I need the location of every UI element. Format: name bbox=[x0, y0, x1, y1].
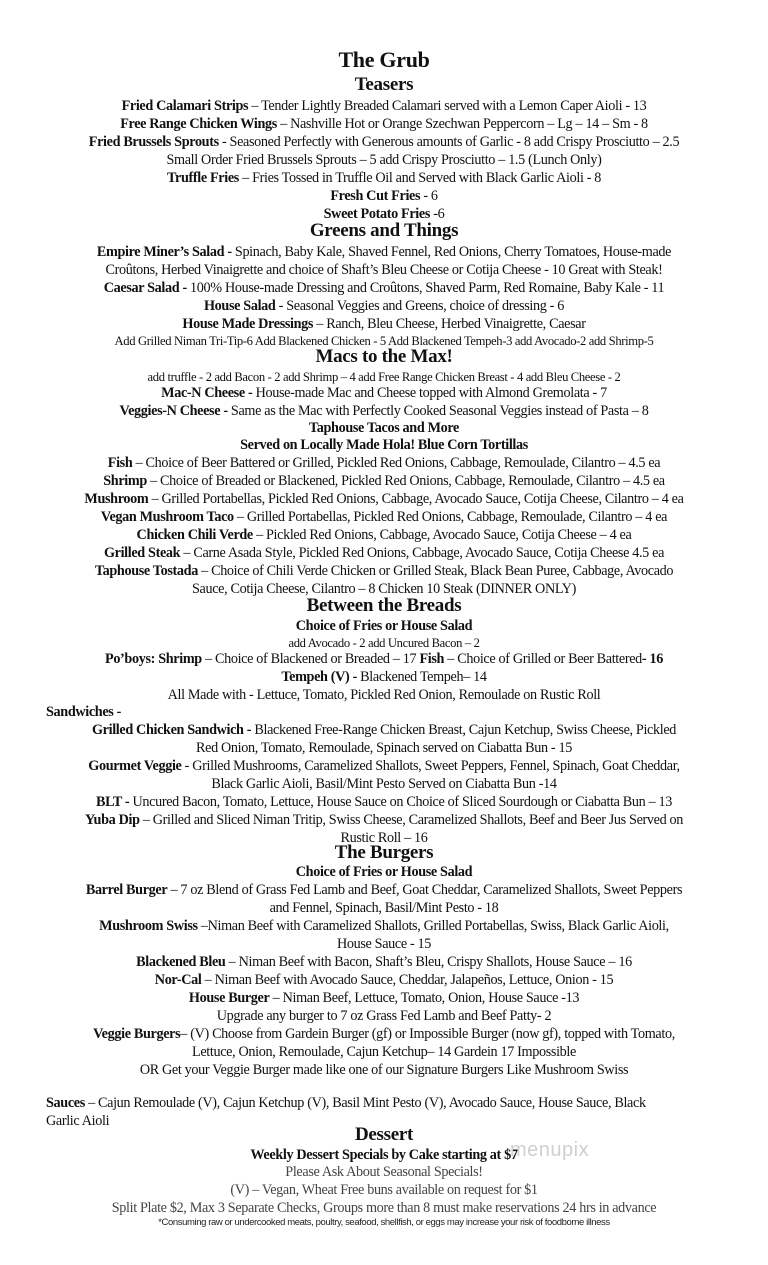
item-desc: - 6 bbox=[420, 188, 438, 204]
item-desc: – Niman Beef with Avocado Sauce, Cheddar, Jalapeños, Lettuce, Onion - 15 bbox=[201, 972, 614, 988]
item-desc: House-made Mac and Cheese topped with Almond Gremolata - 7 bbox=[252, 385, 607, 401]
item-name: Po’boys: Shrimp bbox=[105, 651, 202, 667]
item-name: House Burger bbox=[188, 990, 270, 1006]
menu-item-continued: Croûtons, Herbed Vinaigrette and choice of Shaft’s Bleu Cheese or Cotija Cheese - 10 Great with Steak! bbox=[105, 262, 663, 278]
item-desc: – Grilled Portabellas, Pickled Red Onions, Cabbage, Remoulade, Cilantro – 4 ea bbox=[233, 509, 668, 525]
watermark-logo: menupix bbox=[510, 1139, 590, 1161]
menu-item bbox=[0, 508, 768, 526]
menu-item bbox=[0, 151, 768, 169]
menu-item bbox=[0, 402, 768, 420]
item-price: - 16 bbox=[641, 651, 663, 667]
item-name: Barrel Burger bbox=[85, 882, 168, 898]
menu-item-continued: Black Garlic Aioli, Basil/Mint Pesto Served on Ciabatta Bun -14 bbox=[211, 776, 557, 792]
menu-item bbox=[0, 971, 768, 989]
item-name: Sweet Potato Fries bbox=[323, 206, 431, 222]
item-name: House Salad bbox=[204, 298, 276, 314]
item-name: Chicken Chili Verde bbox=[136, 527, 253, 543]
item-name: Vegan Mushroom Taco bbox=[100, 509, 234, 525]
item-desc: Uncured Bacon, Tomato, Lettuce, House Sauce on Choice of Sliced Sourdough or Ciabatta Bun – 13 bbox=[129, 794, 673, 810]
item-desc: Small Order Fried Brussels Sprouts – 5 add Crispy Prosciutto – 1.5 (Lunch Only) bbox=[166, 152, 602, 168]
menu-item-continued: Lettuce, Onion, Remoulade, Cajun Ketchup– 14 Gardein 17 Impossible bbox=[192, 1044, 576, 1060]
item-desc: – Grilled Portabellas, Pickled Red Onions, Cabbage, Avocado Sauce, Cotija Cheese, Cilantro – 4 ea bbox=[148, 491, 684, 507]
item-name: Free Range Chicken Wings bbox=[120, 116, 277, 132]
item-desc: – Cajun Remoulade (V), Cajun Ketchup (V), Basil Mint Pesto (V), Avocado Sauce, House Sauce, Black bbox=[84, 1095, 646, 1111]
item-name: Veggies-N Cheese - bbox=[119, 403, 228, 419]
menu-item bbox=[0, 721, 768, 739]
item-desc: –Niman Beef with Caramelized Shallots, Grilled Portabellas, Swiss, Black Garlic Aioli, bbox=[197, 918, 669, 934]
item-name: Fried Brussels Sprouts bbox=[88, 134, 219, 150]
item-name: Blackened Bleu bbox=[136, 954, 226, 970]
item-desc: 100% House-made Dressing and Croûtons, Shaved Parm, Red Romaine, Baby Kale - 11 bbox=[186, 280, 665, 296]
menu-item bbox=[0, 811, 768, 829]
menu-item bbox=[0, 187, 768, 205]
section-subheading: Choice of Fries or House Salad bbox=[295, 864, 473, 880]
item-desc: – Choice of Blackened or Breaded – 17 bbox=[201, 651, 420, 667]
menu-item bbox=[0, 544, 768, 562]
menu-item-continued: Rustic Roll – 16 bbox=[340, 830, 428, 846]
sauces-line-continued: Garlic Aioli bbox=[46, 1113, 110, 1129]
menu-item bbox=[0, 243, 768, 261]
menu-item bbox=[0, 297, 768, 315]
item-name: Fish bbox=[419, 651, 445, 667]
section-heading-greens: Greens and Things bbox=[309, 220, 459, 241]
menu-item bbox=[0, 668, 768, 686]
item-name: Yuba Dip bbox=[84, 812, 140, 828]
menu-title: The Grub bbox=[338, 47, 430, 72]
item-desc: – Carne Asada Style, Pickled Red Onions, Cabbage, Avocado Sauce, Cotija Cheese 4.5 ea bbox=[180, 545, 665, 561]
note-line: Please Ask About Seasonal Specials! bbox=[285, 1164, 483, 1180]
menu-item bbox=[0, 115, 768, 133]
note-line: (V) – Vegan, Wheat Free buns available on request for $1 bbox=[230, 1182, 538, 1198]
menu-item bbox=[0, 917, 768, 935]
item-desc: Spinach, Baby Kale, Shaved Fennel, Red Onions, Cherry Tomatoes, House-made bbox=[231, 244, 672, 260]
item-desc: – Niman Beef, Lettuce, Tomato, Onion, House Sauce -13 bbox=[269, 990, 580, 1006]
addons-line: Add Grilled Niman Tri-Tip-6 Add Blackened Chicken - 5 Add Blackened Tempeh-3 add Avocado-2 add Shrimp-5 bbox=[114, 334, 654, 348]
item-name: Shrimp bbox=[103, 473, 147, 489]
item-name: Empire Miner’s Salad - bbox=[96, 244, 232, 260]
menu-item-continued: Red Onion, Tomato, Remoulade, Spinach served on Ciabatta Bun - 15 bbox=[196, 740, 572, 756]
item-desc: – Tender Lightly Breaded Calamari served with a Lemon Caper Aioli - 13 bbox=[248, 98, 647, 114]
item-name: Grilled Chicken Sandwich - bbox=[91, 722, 252, 738]
sauces-line bbox=[46, 1094, 768, 1112]
item-name: Mushroom bbox=[84, 491, 149, 507]
item-desc: – Pickled Red Onions, Cabbage, Avocado Sauce, Cotija Cheese – 4 ea bbox=[252, 527, 632, 543]
menu-item bbox=[0, 881, 768, 899]
item-desc: – Fries Tossed in Truffle Oil and Served with Black Garlic Aioli - 8 bbox=[238, 170, 602, 186]
menu-item-continued: Sauce, Cotija Cheese, Cilantro – 8 Chicken 10 Steak (DINNER ONLY) bbox=[191, 581, 577, 597]
section-heading-dessert: Dessert bbox=[354, 1124, 414, 1145]
item-desc: -6 bbox=[430, 206, 445, 222]
item-name: Caesar Salad - bbox=[103, 280, 187, 296]
section-subheading: Served on Locally Made Hola! Blue Corn Tortillas bbox=[240, 437, 528, 453]
item-desc: – Niman Beef with Bacon, Shaft’s Bleu, Crispy Shallots, House Sauce – 16 bbox=[225, 954, 632, 970]
item-desc: Same as the Mac with Perfectly Cooked Seasonal Veggies instead of Pasta – 8 bbox=[227, 403, 649, 419]
item-name: Mushroom Swiss bbox=[99, 918, 198, 934]
item-name: Truffle Fries bbox=[166, 170, 239, 186]
section-heading-macs: Macs to the Max! bbox=[315, 346, 453, 367]
section-heading-burgers: The Burgers bbox=[334, 842, 434, 863]
item-name: House Made Dressings bbox=[182, 316, 314, 332]
item-desc: – Nashville Hot or Orange Szechwan Peppercorn – Lg – 14 – Sm - 8 bbox=[276, 116, 648, 132]
item-desc: – 7 oz Blend of Grass Fed Lamb and Beef, Goat Cheddar, Caramelized Shallots, Sweet Peppers bbox=[167, 882, 683, 898]
item-name: Fresh Cut Fries bbox=[330, 188, 421, 204]
addons-line: add truffle - 2 add Bacon - 2 add Shrimp – 4 add Free Range Chicken Breast - 4 add Bleu Cheese - 2 bbox=[147, 370, 621, 384]
item-desc: – Choice of Breaded or Blackened, Pickled Red Onions, Cabbage, Remoulade, Cilantro – 4.5 ea bbox=[146, 473, 665, 489]
item-name: Tempeh (V) - bbox=[281, 669, 357, 685]
addons-line: add Avocado - 2 add Uncured Bacon – 2 bbox=[288, 636, 480, 650]
menu-item bbox=[0, 384, 768, 402]
menu-item bbox=[0, 315, 768, 333]
menu-item bbox=[0, 650, 768, 668]
menu-item bbox=[0, 454, 768, 472]
item-desc: – Choice of Grilled or Beer Battered bbox=[444, 651, 642, 667]
menu-item bbox=[0, 793, 768, 811]
menu-item bbox=[0, 1025, 768, 1043]
item-name: Fried Calamari Strips bbox=[121, 98, 249, 114]
item-desc: Blackened Tempeh– 14 bbox=[356, 669, 487, 685]
sandwiches-label: Sandwiches - bbox=[46, 704, 122, 720]
menu-item bbox=[0, 133, 768, 151]
section-heading-teasers: Teasers bbox=[354, 74, 414, 95]
item-name: Veggie Burgers bbox=[93, 1026, 181, 1042]
menu-item bbox=[0, 757, 768, 775]
item-name: Sauces bbox=[46, 1095, 85, 1111]
item-desc: - Seasoned Perfectly with Generous amounts of Garlic - 8 add Crispy Prosciutto – 2.5 bbox=[218, 134, 680, 150]
item-name: Nor-Cal bbox=[154, 972, 202, 988]
menu-item bbox=[0, 279, 768, 297]
item-desc: – (V) Choose from Gardein Burger (gf) or Impossible Burger (now gf), topped with Tomato, bbox=[180, 1026, 675, 1042]
menu-item-continued: and Fennel, Spinach, Basil/Mint Pesto - 18 bbox=[269, 900, 499, 916]
menu-item bbox=[0, 97, 768, 115]
section-subheading: Choice of Fries or House Salad bbox=[295, 618, 473, 634]
disclaimer: *Consuming raw or undercooked meats, poultry, seafood, shellfish, or eggs may increase your risk of foodborne illness bbox=[158, 1217, 610, 1228]
section-subheading: Weekly Dessert Specials by Cake starting at $7 bbox=[250, 1147, 518, 1163]
item-desc: - Seasonal Veggies and Greens, choice of dressing - 6 bbox=[275, 298, 564, 314]
menu-item bbox=[0, 526, 768, 544]
item-name: Mac-N Cheese - bbox=[161, 385, 253, 401]
note-line: Split Plate $2, Max 3 Separate Checks, Groups more than 8 must make reservations 24 hrs in advance bbox=[111, 1200, 657, 1216]
section-heading-breads: Between the Breads bbox=[306, 595, 462, 616]
item-name: Gourmet Veggie bbox=[88, 758, 182, 774]
menu-item bbox=[0, 169, 768, 187]
section-heading-tacos: Taphouse Tacos and More bbox=[308, 420, 460, 436]
item-name: Grilled Steak bbox=[103, 545, 181, 561]
menu-item bbox=[0, 472, 768, 490]
menu-item bbox=[0, 562, 768, 580]
item-desc: – Choice of Chili Verde Chicken or Grilled Steak, Black Bean Puree, Cabbage, Avocado bbox=[197, 563, 674, 579]
item-desc: – Grilled and Sliced Niman Tritip, Swiss Cheese, Caramelized Shallots, Beef and Beer Jus Served on bbox=[139, 812, 684, 828]
item-desc: - Grilled Mushrooms, Caramelized Shallots, Sweet Peppers, Fennel, Spinach, Goat Cheddar, bbox=[181, 758, 680, 774]
menu-item bbox=[0, 989, 768, 1007]
item-desc: Blackened Free-Range Chicken Breast, Cajun Ketchup, Swiss Cheese, Pickled bbox=[251, 722, 677, 738]
note-line: All Made with - Lettuce, Tomato, Pickled Red Onion, Remoulade on Rustic Roll bbox=[167, 687, 601, 703]
item-name: Taphouse Tostada bbox=[94, 563, 198, 579]
item-name: BLT - bbox=[95, 794, 130, 810]
note-line: Upgrade any burger to 7 oz Grass Fed Lamb and Beef Patty- 2 bbox=[216, 1008, 552, 1024]
menu-item bbox=[0, 490, 768, 508]
note-line: OR Get your Veggie Burger made like one of our Signature Burgers Like Mushroom Swiss bbox=[139, 1062, 629, 1078]
menu-item bbox=[0, 953, 768, 971]
item-desc: – Choice of Beer Battered or Grilled, Pickled Red Onions, Cabbage, Remoulade, Cilantro – 4.5 ea bbox=[132, 455, 661, 471]
item-desc: – Ranch, Bleu Cheese, Herbed Vinaigrette, Caesar bbox=[313, 316, 586, 332]
menu-item-continued: House Sauce - 15 bbox=[336, 936, 432, 952]
item-name: Fish bbox=[107, 455, 133, 471]
